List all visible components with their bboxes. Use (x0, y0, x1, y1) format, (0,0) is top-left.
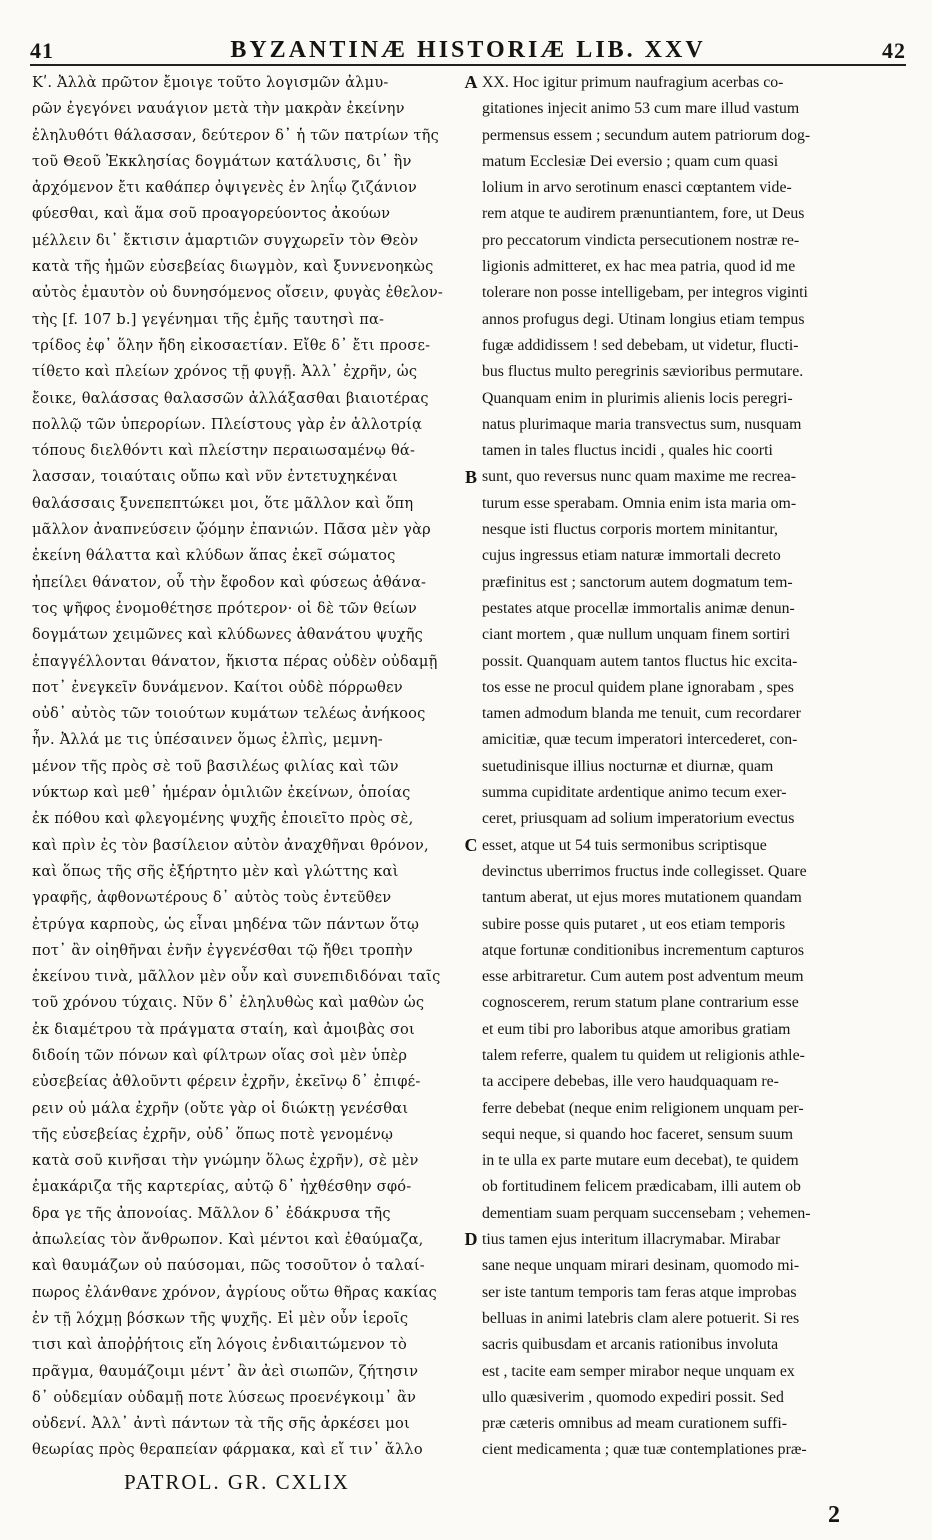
latin-text-line: tos esse ne procul quidem plane ignorabam , spes (482, 678, 794, 696)
latin-text-line: tamen in tales fluctus incidi , quales hic coorti (482, 442, 773, 460)
latin-text-line: pestates atque procellæ immortalis animæ denun- (482, 599, 795, 617)
latin-text-line: gitationes injecit animo 53 cum mare illud vastum (482, 100, 800, 118)
greek-text-line: αὐτὸς ἐμαυτὸν οὐ δυνησόμενος οἴσειν, φυγὰς ἐθελον- (32, 284, 444, 302)
greek-text-line: τοῦ Θεοῦ Ἐκκλησίας δογμάτων κατάλυσις, δι᾽ ἣν (32, 152, 412, 170)
latin-text-line: talem referre, qualem tu quidem ut religionis athle- (482, 1046, 805, 1064)
latin-text-line: permensus essem ; secundum autem patriorum dog- (482, 126, 811, 144)
latin-text-line: rem atque te audirem prænuntiantem, fore, ut Deus (482, 205, 805, 223)
greek-text-line: τίθετο καὶ πλείων χρόνος τῇ φυγῇ. Ἀλλ᾽ ἐχρῆν, ὡς (32, 363, 418, 381)
greek-text-line: ἀπωλείας τὸν ἄνθρωπον. Καὶ μέντοι καὶ ἐθαύμαζα, (32, 1231, 424, 1249)
greek-text-line: ποτ᾽ ἂν οἰηθῆναι ἐνῆν ἐγγενέσθαι τῷ ἤθει τροπὴν (32, 941, 413, 959)
greek-text-line: καὶ ὅπως τῆς σῆς ἐξήρτητο μὲν καὶ γλώττης καὶ (32, 862, 399, 880)
latin-text-line: devinctus uberrimos fructus inde collegisset. Quare (482, 862, 807, 880)
latin-text-line: ta accipere debebas, ille vero haudquaquam re- (482, 1073, 779, 1091)
latin-text-line: belluas in animi latebris clam alere potuerit. Si res (482, 1309, 800, 1327)
latin-text-line: cient medicamenta ; quæ tuæ contemplationes præ- (482, 1441, 807, 1459)
latin-text-line: lolium in arvo serotinum enasci cœptantem vide- (482, 179, 792, 197)
greek-text-line: μᾶλλον ἀναπνεύσειν ᾤόμην ἐπανιών. Πᾶσα μὲν γὰρ (32, 521, 431, 539)
greek-text-line: θεωρίας πρὸς θεραπείαν φάρμακα, καὶ εἴ τιν᾽ ἄλλο (32, 1441, 423, 1459)
latin-text-line: possit. Quanquam autem tantos fluctus hic excita- (482, 652, 798, 670)
greek-text-line: ἐκ πόθου καὶ φλεγομένης ψυχῆς ἐποιεῖτο πρὸς σὲ, (32, 810, 414, 828)
greek-text-line: φύεσθαι, καὶ ἅμα σοῦ προαγορεύοντος ἀκούων (32, 205, 391, 223)
greek-text-line: πολλῷ τῶν ὑπερορίων. Πλείστους γὰρ ἐν ἀλλοτρίᾳ (32, 415, 423, 433)
latin-text-line (482, 1464, 906, 1468)
greek-text-line: ἐτρύγα καρποὺς, ὡς εἶναι μηδένα τῶν πάντων ὅτῳ (32, 915, 420, 933)
latin-text-line: tamen admodum blanda me tenuit, cum recordarer (482, 705, 801, 723)
greek-text-line: κατὰ τῆς ἡμῶν εὐσεβείας διωγμὸν, καὶ ξυννενοηκὼς (32, 258, 434, 276)
greek-text-line: δογμάτων χειμῶνες καὶ κλύδωνες ἀθανάτου ψυχῆς (32, 626, 424, 644)
greek-text-line: νύκτωρ καὶ μεθ᾽ ἡμέραν ὁμιλιῶν ἐκείνων, ὁποίας (32, 784, 411, 802)
greek-text-line: τόπους διελθόντι καὶ πλείστην περαιωσαμένῳ θά- (32, 442, 416, 460)
latin-text-line: esse arbitraretur. Cum autem post adventum meum (482, 968, 804, 986)
greek-text-line: δ᾽ οὐδεμίαν οὐδαμῇ ποτε λύσεως προενέγκοιμ᾽ ἂν (32, 1388, 417, 1406)
greek-text-line: ἐκείνη θάλαττα καὶ κλύδων ἅπας ἐκεῖ σώματος (32, 547, 396, 565)
greek-text-line: εὐσεβείας ἀθλοῦντι φέρειν ἐχρῆν, ἐκεῖνῳ δ᾽ ἐπιφέ- (32, 1073, 421, 1091)
greek-text-line: Κʹ. Ἀλλὰ πρῶτον ἔμοιγε τοῦτο λογισμῶν ἀλμυ- (32, 74, 389, 91)
latin-text-line: cognoscerem, rerum statum plane contrarium esse (482, 994, 799, 1012)
greek-text-line: ἦν. Ἀλλά με τις ὑπέσαινεν ὅμως ἐλπὶς, μεμνη- (32, 731, 383, 749)
greek-text-line: ρειν οὐ μάλα ἐχρῆν (οὔτε γὰρ οἱ διώκτῃ γενέσθαι (32, 1099, 409, 1117)
greek-text-line: ἐν τῇ λόχμῃ βόσκων τῆς ψυχῆς. Εἰ μὲν οὖν ἱεροῖς (32, 1309, 409, 1327)
latin-text-line: tius tamen ejus interitum illacrymabar. Mirabar (482, 1231, 781, 1249)
latin-text-line: præ cæteris omnibus ad meam curationem suffi- (482, 1415, 788, 1433)
page-number-left: 41 (30, 38, 54, 63)
latin-text-line: et eum tibi pro laboribus atque amoribus gratiam (482, 1020, 791, 1038)
latin-text-line: ser iste tantum temporis tam feras atque improbas (482, 1283, 797, 1301)
greek-text-line: ἐκείνου τινὰ, μᾶλλον μὲν οὖν καὶ συνεπιδιδόναι ταῖς (32, 968, 441, 986)
greek-text-line: τισι καὶ ἀποῤῥήτοις εἴη λόγοις ἐνδιαιτώμενον τὸ (32, 1336, 407, 1354)
latin-text-line: matum Ecclesiæ Dei eversio ; quam cum quasi (482, 152, 779, 170)
latin-text-line: annos profugus degi. Utinam longius etiam tempus (482, 310, 805, 328)
greek-text-line: ἔοικε, θαλάσσας θαλασσῶν ἀλλάξασθαι βιαιοτέρας (32, 389, 429, 407)
greek-text-line: λασσαν, τοιαύταις οὔπω καὶ νῦν ἐντετυχηκέναι (32, 468, 398, 486)
page-number-right: 42 (882, 38, 906, 63)
latin-text-line: natus plurimaque maria transvectus sum, nusquam (482, 415, 802, 433)
sheet-number: 2 (828, 1502, 840, 1528)
latin-text-line: cujus ingressus etiam naturæ immortali decreto (482, 547, 781, 565)
greek-text-line: ἐληλυθότι θάλασσαν, δεύτερον δ᾽ ἡ τῶν πατρίων τῆς (32, 126, 439, 144)
latin-text-line: nesque isti fluctus corporis mortem minitantur, (482, 521, 778, 539)
greek-text-line: διδοίη τῶν πόνων καὶ φίλτρων οἵας σοὶ μὲν ὑπὲρ (32, 1046, 408, 1064)
latin-text-line: ullo quæsiverim , quomodo expediri possit. Sed (482, 1388, 784, 1406)
latin-text-line: atque fortunæ conditionibus incrementum capturos (482, 941, 805, 959)
greek-text-line: ἐπαγγέλλονται θάνατον, ἥκιστα πέρας οὐδὲν οὐδαμῇ (32, 652, 438, 670)
latin-text-line: tantum aberat, ut ejus mores mutationem quandam (482, 889, 802, 907)
latin-text-line: amicitiæ, quæ tecum imperatori intercederet, con- (482, 731, 798, 749)
greek-text-line: οὐδενί. Ἀλλ᾽ ἀντὶ πάντων τὰ τῆς σῆς ἀρκέσει μοι (32, 1415, 410, 1433)
margin-letters (460, 70, 482, 1468)
section-marker-b: B (464, 466, 477, 487)
greek-text-line (32, 1464, 458, 1468)
greek-text-line: πρᾶγμα, θαυμάζοιμι μέντ᾽ ἂν ἀεὶ σιωπῶν, ζήτησιν (32, 1362, 419, 1380)
greek-text-line: ἐμακάριζα τῆς καρτερίας, αὐτῷ δ᾽ ἠχθέσθην σφό- (32, 1178, 412, 1196)
latin-text-line: pro peccatorum vindicta persecutionem nostræ re- (482, 231, 800, 249)
latin-text-column (482, 70, 906, 1468)
latin-text-line: bus fluctus multo peregrinis sævioribus permutare. (482, 363, 804, 381)
greek-text-line: κατὰ σοῦ κινῆσαι τὴν γνώμην ὅλως ἐχρῆν), σὲ μὲν (32, 1152, 419, 1170)
patrologia-signature: PATROL. GR. CXLIX (124, 1470, 350, 1494)
latin-text-line: sequi neque, si quando hoc faceret, sensum suum (482, 1125, 794, 1143)
greek-text-line: ἀρχόμενον ἔτι καθάπερ ὀψιγενὲς ἐν ληΐῳ ζιζάνιον (32, 179, 417, 197)
latin-text-line: in te ulla ex parte mutare eum decebat), te quidem (482, 1152, 799, 1170)
latin-text-line: turum esse sperabam. Omnia enim ista maria om- (482, 494, 797, 512)
greek-text-line: ἐκ διαμέτρου τὰ πράγματα σταίη, καὶ ἀμοιβὰς σοι (32, 1020, 415, 1038)
section-marker-c: C (464, 834, 478, 855)
running-header (30, 26, 906, 66)
greek-text-column (32, 70, 458, 1468)
greek-text-line: καὶ πρὶν ἐς τὸν βασίλειον αὐτὸν ἀναχθῆναι θρόνον, (32, 836, 429, 854)
latin-text-line: fugæ addidissem ! sed debebam, ut videtur, flucti- (482, 336, 799, 354)
latin-text-line: suetudinisque illius nocturnæ et diurnæ, quam (482, 757, 774, 775)
greek-text-line: ἠπείλει θάνατον, οὗ τὴν ἔφοδον καὶ φύσεως ἀθάνα- (32, 573, 427, 591)
greek-text-line: πωρος ἐλάνθανε χρόνον, ἀγρίους οὕτω θῆρας κακίας (32, 1283, 438, 1301)
greek-text-line: μένον τῆς πρὸς σὲ τοῦ βασιλέως φιλίας καὶ τῶν (32, 757, 399, 775)
greek-text-line: γραφῆς, ἀφθονωτέρους δ᾽ αὐτὸς τοὺς ἐντεῦθεν (32, 889, 392, 907)
greek-text-line: θαλάσσαις ξυνεπεπτώκει μοι, ὅτε μᾶλλον καὶ ὅπη (32, 494, 414, 512)
latin-text-line: sunt, quo reversus nunc quam maxime me recrea- (482, 468, 797, 486)
latin-text-line: XX. Hoc igitur primum naufragium acerbas co- (482, 74, 784, 91)
latin-text-line: præfinitus est ; sanctorum autem dogmatum tem- (482, 573, 793, 591)
latin-text-line: est , tacite eam semper mirabor neque unquam ex (482, 1362, 795, 1380)
section-marker-a: A (464, 72, 478, 92)
latin-text-line: tolerare non posse intelligebam, per integros viginti (482, 284, 808, 302)
greek-text-line: τρίδος ἐφ᾽ ὅλην ἤδη εἰκοσαετίαν. Εἴθε δ᾽ ἔτι προσε- (32, 336, 431, 354)
greek-text-line: τος ψῆφος ἐνομοθέτησε πρότερον· οἱ δὲ τῶν θείων (32, 599, 417, 617)
greek-text-line: οὐδ᾽ αὐτὸς τῶν τοιούτων κυμάτων τελέως ἀνήκοος (32, 705, 426, 723)
latin-text-line: ob fortitudinem felicem prædicabam, illi autem ob (482, 1178, 801, 1196)
section-marker-d: D (464, 1229, 478, 1250)
greek-text-line: ρῶν ἐγεγόνει ναυάγιον μετὰ τὴν μακρὰν ἐκείνην (32, 100, 405, 118)
greek-text-line: ποτ᾽ ἐνεγκεῖν δυνάμενον. Καίτοι οὐδὲ πόρρωθεν (32, 678, 403, 696)
latin-text-line: ceret, priusquam ad solium imperatorium evectus (482, 810, 795, 828)
latin-text-line: ligionis admitteret, ex hac mea patria, quod id me (482, 258, 796, 276)
latin-text-line: dementiam suam perquam succensebam ; vehemen- (482, 1204, 811, 1222)
latin-text-line: Quanquam enim in plurimis alienis locis peregri- (482, 389, 793, 407)
greek-text-line: τοῦ χρόνου τύχαις. Νῦν δ᾽ ἐληλυθὼς καὶ μαθὼν ὡς (32, 994, 425, 1012)
latin-text-line: sane neque unquam mirari desinam, quomodo mi- (482, 1257, 800, 1275)
greek-text-line: μέλλειν δι᾽ ἔκτισιν ἁμαρτιῶν συγχωρεῖν τὸν Θεὸν (32, 231, 419, 249)
running-title: BYZANTINÆ HISTORIÆ LIB. XXV (230, 37, 706, 63)
greek-text-line: δρα γε τῆς ἀπονοίας. Μᾶλλον δ᾽ ἐδάκρυσα τῆς (32, 1204, 391, 1222)
latin-text-line: esset, atque ut 54 tuis sermonibus scriptisque (482, 836, 767, 854)
latin-text-line: ciant mortem , quæ nullum unquam finem sortiri (482, 626, 790, 644)
greek-text-line: τὴς [f. 107 b.] γεγένημαι τῆς ἐμῆς ταυτησὶ πα- (32, 310, 385, 328)
latin-text-line: subire posse quis putaret , ut eos etiam temporis (482, 915, 786, 933)
latin-text-line: ferre debebat (neque enim religionem unquam per- (482, 1099, 804, 1117)
greek-text-line: καὶ θαυμάζων οὐ παύσομαι, πῶς τοσοῦτον ὁ ταλαί- (32, 1257, 425, 1275)
latin-text-line: summa cupiditate ardentique animo tecum exer- (482, 784, 787, 802)
latin-text-line: sacris quibusdam et arcanis rationibus involuta (482, 1336, 779, 1354)
greek-text-line: τῆς εὐσεβείας ἐχρῆν, οὐδ᾽ ὅπως ποτὲ γενομένῳ (32, 1125, 394, 1143)
